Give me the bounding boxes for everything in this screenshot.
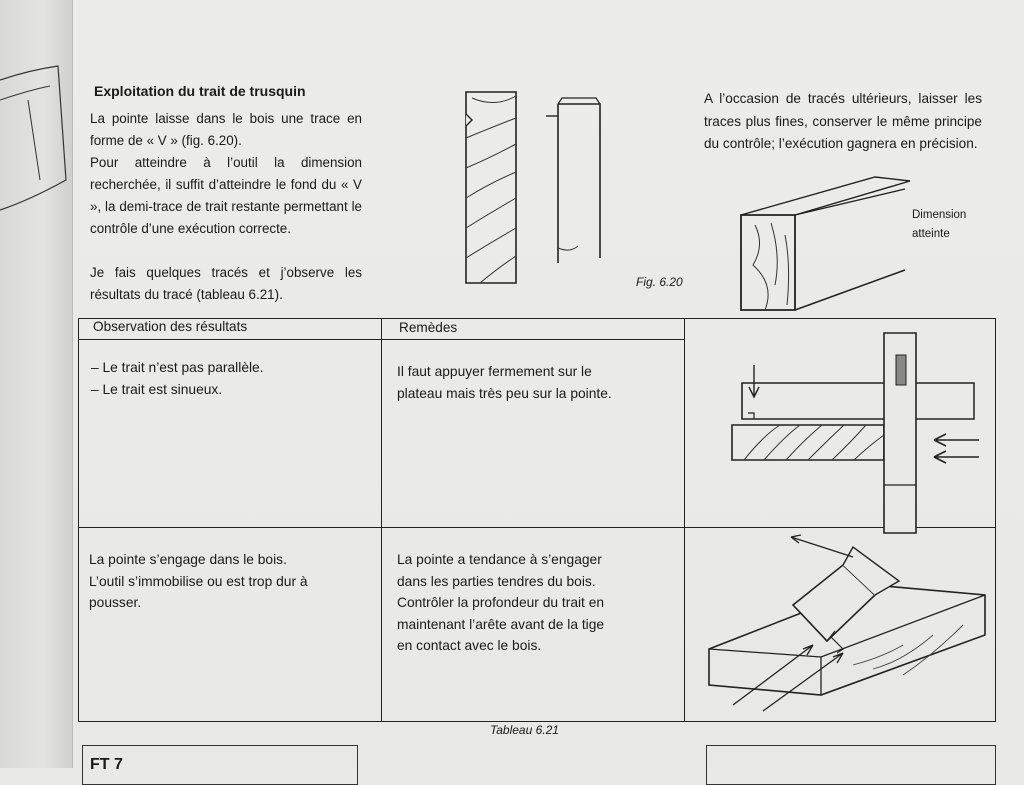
dimension-label-line1: Dimension [912, 209, 967, 221]
bottom-box-label: FT 7 [90, 756, 123, 773]
figure-block-3d [735, 175, 915, 315]
row1-gauge-illustration [724, 325, 989, 525]
left-page-edge [0, 0, 73, 768]
table-col-sep-1 [381, 319, 382, 721]
row2-remede [397, 549, 604, 657]
paragraph-3: Je fais quelques tracés et j’observe les résultats du tracé (tableau 6.21). [90, 265, 362, 302]
row2-rem-line2: dans les parties tendres du bois. [397, 573, 596, 589]
paragraph-1: La pointe laisse dans le bois une trace en forme de « V » (fig. 6.20). [90, 111, 362, 148]
row1-remede [397, 361, 612, 404]
row2-rem-line4: maintenant l’arête avant de la tige [397, 616, 605, 632]
row2-obs-line3: pousser. [89, 595, 142, 610]
paragraph-2: Pour atteindre à l’outil la dimension recherchée, il suffit d’atteindre le fond du « V », la demi-trace de trait restante permettant le contrôle d’une exécution correcte. [90, 155, 362, 236]
table-header-observation: Observation des résultats [93, 319, 248, 334]
figure-wood-section [460, 88, 620, 288]
dimension-label [912, 206, 966, 244]
section-heading: Exploitation du trait de trusquin [94, 83, 306, 99]
figure-caption: Fig. 6.20 [636, 275, 683, 289]
table-caption: Tableau 6.21 [490, 723, 559, 737]
table-header-remedes: Remèdes [399, 320, 458, 335]
row2-observation [89, 549, 308, 614]
row1-rem-line2: plateau mais très peu sur la pointe. [397, 385, 612, 401]
row2-obs-line1: La pointe s’engage dans le bois. [89, 552, 287, 567]
row2-rem-line1: La pointe a tendance à s’engager [397, 552, 602, 567]
dimension-label-line2: atteinte [912, 228, 950, 240]
row2-rem-line3: Contrôler la profondeur du trait en [397, 595, 605, 610]
bottom-left-box [82, 745, 358, 785]
left-page-illustration [0, 60, 72, 200]
row1-rem-line1: Il faut appuyer fermement sur le [397, 364, 592, 379]
row2-rem-line5: en contact avec le bois. [397, 638, 542, 653]
row1-observation [91, 357, 264, 400]
bottom-right-box [706, 745, 996, 785]
results-table [78, 318, 996, 722]
row2-obs-line2: L’outil s’immobilise ou est trop dur à [89, 573, 308, 589]
table-row-sep [79, 527, 995, 528]
right-paragraph: A l’occasion de tracés ultérieurs, laisser les traces plus fines, conserver le même principe du contrôle; l’exécution gagnera en précision. [704, 91, 982, 151]
row2-gauge-illustration [703, 545, 993, 715]
table-col-sep-2 [684, 319, 685, 721]
row1-obs-line1: – Le trait n’est pas parallèle. [91, 360, 264, 375]
table-header-sep [79, 339, 684, 340]
row1-obs-line2: – Le trait est sinueux. [91, 381, 223, 397]
